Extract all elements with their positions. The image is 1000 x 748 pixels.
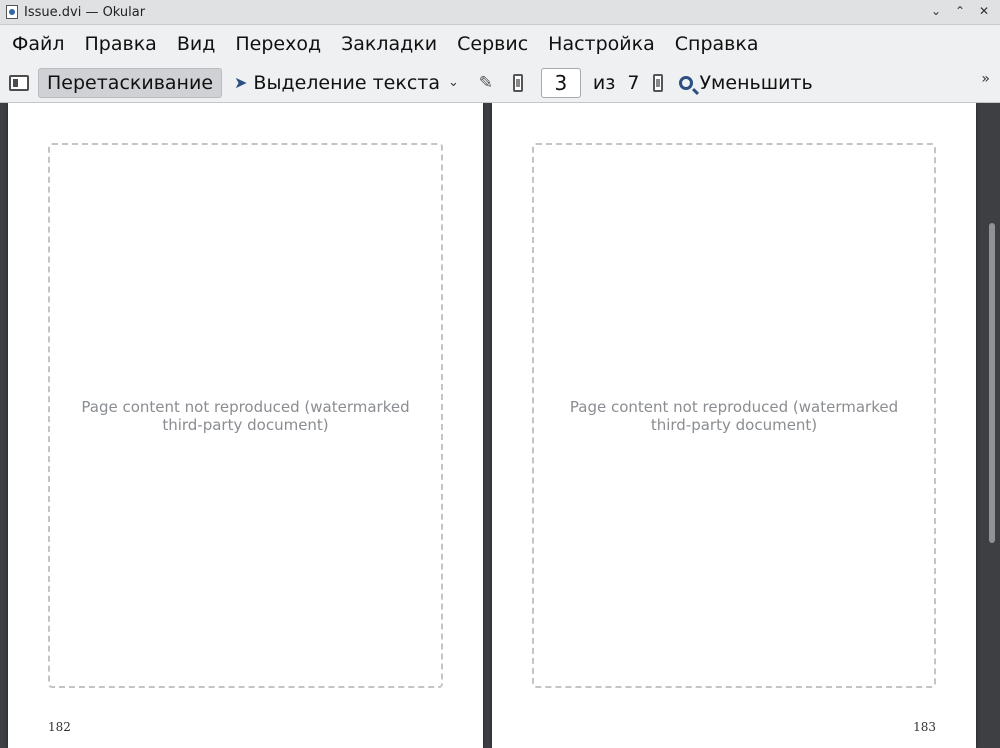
menu-bookmarks[interactable]: Закладки (341, 33, 438, 55)
page-left-placeholder: Page content not reproduced (watermarked third-party document) (48, 143, 443, 688)
page-total-label: 7 (627, 71, 640, 94)
minimize-button[interactable]: ⌄ (930, 4, 942, 18)
app-icon (6, 5, 18, 19)
next-page-button[interactable] (645, 70, 671, 96)
main-toolbar (0, 63, 1000, 103)
page-right-placeholder: Page content not reproduced (watermarked third-party document) (532, 143, 936, 688)
maximize-button[interactable]: ⌃ (954, 4, 966, 18)
next-page-icon (653, 74, 663, 92)
menu-bar (0, 25, 1000, 63)
window-title: Issue.dvi — Okular (24, 4, 146, 20)
text-select-tool-button[interactable] (226, 68, 467, 98)
page-of-label: из (592, 71, 616, 94)
review-pen-icon[interactable]: ✎ (478, 72, 494, 93)
window-controls (928, 3, 992, 19)
scrollbar-thumb[interactable] (989, 223, 995, 543)
previous-page-button[interactable] (505, 70, 531, 96)
browse-tool-button[interactable]: Перетаскивание (38, 68, 222, 98)
current-page-input[interactable] (541, 68, 581, 98)
menu-view[interactable]: Вид (176, 33, 216, 55)
menu-tools[interactable]: Сервис (457, 33, 529, 55)
vertical-scrollbar[interactable] (986, 103, 998, 748)
page-left-folio: 182 (48, 720, 71, 734)
menu-help[interactable]: Справка (674, 33, 759, 55)
menu-go[interactable]: Переход (235, 33, 322, 55)
toolbar-overflow-button[interactable]: » (981, 71, 990, 87)
close-button[interactable]: ✕ (978, 4, 990, 18)
chevron-down-icon[interactable]: ⌄ (448, 75, 459, 90)
sidebar-icon (9, 75, 29, 91)
page-right (492, 103, 976, 748)
page-right-folio: 183 (913, 720, 936, 734)
zoom-out-button[interactable] (679, 72, 812, 94)
page-left (8, 103, 483, 748)
zoom-out-icon (679, 76, 693, 90)
previous-page-icon (513, 74, 523, 92)
menu-settings[interactable]: Настройка (548, 33, 655, 55)
sidebar-toggle-button[interactable] (4, 68, 34, 98)
pointer-cursor-icon: ➤ (234, 73, 248, 92)
menu-file[interactable]: Файл (12, 33, 65, 55)
zoom-out-label: Уменьшить (699, 71, 813, 94)
menu-edit[interactable]: Правка (84, 33, 157, 55)
document-viewport[interactable] (0, 103, 1000, 748)
title-bar (0, 0, 1000, 25)
text-select-tool-label: Выделение текста (253, 71, 441, 94)
